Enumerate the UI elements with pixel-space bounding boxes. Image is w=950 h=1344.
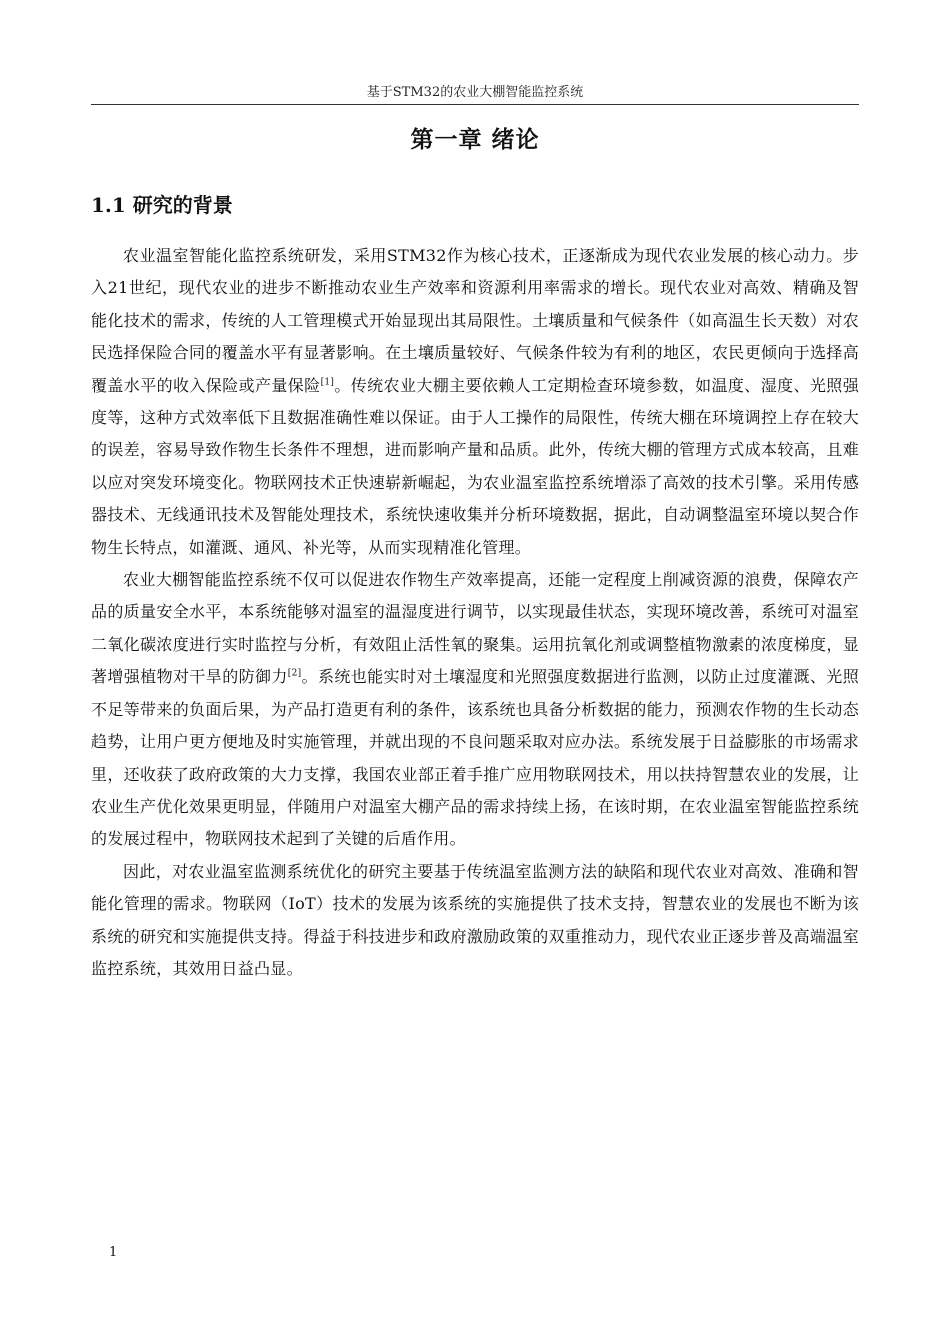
paragraph-1 xyxy=(91,240,859,564)
section-title: 1.1 研究的背景 xyxy=(91,193,233,217)
citation-marker: [1] xyxy=(320,377,335,388)
chapter-title: 第一章 绪论 xyxy=(410,127,540,153)
paragraph-text: 。传统农业大棚主要依赖人工定期检查环境参数，如温度、湿度、光照强度等，这种方式效率低下且数据准确性难以保证。由于人工操作的局限性，传统大棚在环境调控上存在较大的误差，容易导致作物生长条件不理想，进而影响产量和品质。此外，传统大棚的管理方式成本较高，且难以应对突发环境变化。物联网技术正快速崭新崛起，为农业温室监控系统增添了高效的技术引擎。采用传感器技术、无线通讯技术及智能处理技术，系统快速收集并分析环境数据，据此，自动调整温室环境以契合作物生长特点，如灌溉、通风、补光等，从而实现精准化管理。 xyxy=(91,375,860,557)
paragraph-3 xyxy=(91,856,859,986)
body-text xyxy=(91,240,859,985)
paragraph-text: 农业温室智能化监控系统研发，采用STM32作为核心技术，正逐渐成为现代农业发展的核心动力。步入21世纪，现代农业的进步不断推动农业生产效率和资源利用率需求的增长。现代农业对高效、精确及智能化技术的需求，传统的人工管理模式开始显现出其局限性。土壤质量和气候条件（如高温生长天数）对农民选择保险合同的覆盖水平有显著影响。在土壤质量较好、气候条件较为有利的地区，农民更倾向于选择高覆盖水平的收入保险或产量保险 xyxy=(91,246,859,395)
paragraph-text: 。系统也能实时对土壤湿度和光照强度数据进行监测，以防止过度灌溉、光照不足等带来的负面后果，为产品打造更有利的条件，该系统也具备分析数据的能力，预测农作物的生长动态趋势，让用户更方便地及时实施管理，并就出现的不良问题采取对应办法。系统发展于日益膨胀的市场需求里，还收获了政府政策的大力支撑，我国农业部正着手推广应用物联网技术，用以扶持智慧农业的发展，让农业生产优化效果更明显，伴随用户对温室大棚产品的需求持续上扬，在该时期，在农业温室智能监控系统的发展过程中，物联网技术起到了关键的后盾作用。 xyxy=(91,667,860,849)
citation-marker: [2] xyxy=(287,668,302,679)
header-divider xyxy=(91,104,859,105)
page-number: 1 xyxy=(109,1245,118,1260)
paragraph-text: 农业大棚智能监控系统不仅可以促进农作物生产效率提高，还能一定程度上削减资源的浪费，保障农产品的质量安全水平，本系统能够对温室的温湿度进行调节，以实现最佳状态，实现环境改善，系统可对温室二氧化碳浓度进行实时监控与分析，有效阻止活性氧的聚集。运用抗氧化剂或调整植物激素的浓度梯度，显著增强植物对干旱的防御力 xyxy=(91,570,859,687)
paragraph-text: 因此，对农业温室监测系统优化的研究主要基于传统温室监测方法的缺陷和现代农业对高效、准确和智能化管理的需求。物联网（IoT）技术的发展为该系统的实施提供了技术支持，智慧农业的发展也不断为该系统的研究和实施提供支持。得益于科技进步和政府激励政策的双重推动力，现代农业正逐步普及高端温室监控系统，其效用日益凸显。 xyxy=(91,861,859,978)
running-header: 基于STM32的农业大棚智能监控系统 xyxy=(366,85,584,100)
paragraph-2 xyxy=(91,564,859,856)
